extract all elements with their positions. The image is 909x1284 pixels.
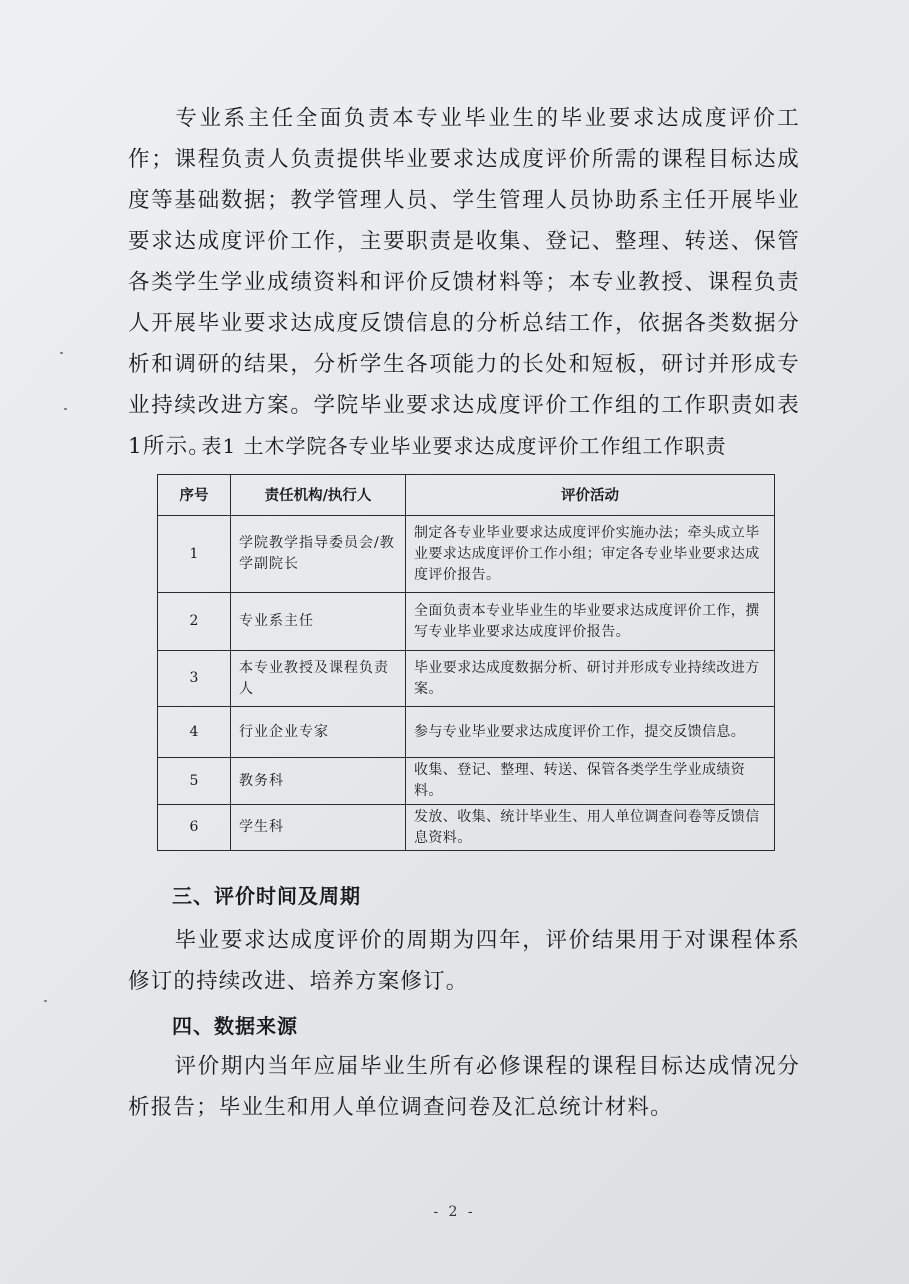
row-activity: 毕业要求达成度数据分析、研讨并形成专业持续改进方案。 — [406, 651, 775, 707]
row-no: 1 — [158, 516, 231, 593]
row-no: 3 — [158, 651, 231, 707]
intro-paragraph — [128, 98, 800, 467]
row-activity: 制定各专业毕业要求达成度评价实施办法；牵头成立毕业要求达成度评价工作小组；审定各专业毕业要求达成度评价报告。 — [406, 516, 775, 593]
row-org: 专业系主任 — [231, 593, 406, 651]
table-row — [158, 707, 775, 758]
section-heading-source: 四、数据来源 — [172, 1014, 298, 1038]
row-org: 学生科 — [231, 805, 406, 851]
table-row — [158, 805, 775, 851]
time-text: 毕业要求达成度评价的周期为四年，评价结果用于对课程体系修订的持续改进、培养方案修订。 — [128, 928, 800, 994]
table-row — [158, 593, 775, 651]
row-org: 教务科 — [231, 758, 406, 805]
source-text: 评价期内当年应届毕业生所有必修课程的课程目标达成情况分析报告；毕业生和用人单位调查问卷及汇总统计材料。 — [128, 1054, 800, 1120]
table-row — [158, 516, 775, 593]
header-org: 责任机构/执行人 — [231, 475, 406, 516]
header-activity: 评价活动 — [406, 475, 775, 516]
time-paragraph — [128, 920, 800, 1002]
section-heading-time: 三、评价时间及周期 — [172, 884, 361, 908]
row-no: 5 — [158, 758, 231, 805]
duty-table — [157, 474, 775, 851]
row-no: 4 — [158, 707, 231, 758]
scan-speck — [44, 1000, 47, 1002]
row-activity: 全面负责本专业毕业生的毕业要求达成度评价工作，撰写专业毕业要求达成度评价报告。 — [406, 593, 775, 651]
row-activity: 参与专业毕业要求达成度评价工作，提交反馈信息。 — [406, 707, 775, 758]
header-no: 序号 — [158, 475, 231, 516]
table-row — [158, 651, 775, 707]
row-activity: 发放、收集、统计毕业生、用人单位调查问卷等反馈信息资料。 — [406, 805, 775, 851]
source-paragraph — [128, 1046, 800, 1128]
row-activity: 收集、登记、整理、转送、保管各类学生学业成绩资料。 — [406, 758, 775, 805]
row-org: 本专业教授及课程负责人 — [231, 651, 406, 707]
row-no: 2 — [158, 593, 231, 651]
row-no: 6 — [158, 805, 231, 851]
table-caption: 表1 土木学院各专业毕业要求达成度评价工作组工作职责 — [201, 434, 727, 458]
row-org: 行业企业专家 — [231, 707, 406, 758]
scan-speck — [64, 408, 67, 410]
table-row — [158, 758, 775, 805]
scan-speck — [60, 352, 63, 354]
table-header-row — [158, 475, 775, 516]
page-number: - 2 - — [433, 1204, 476, 1220]
intro-text: 专业系主任全面负责本专业毕业生的毕业要求达成度评价工作；课程负责人负责提供毕业要求达成度评价所需的课程目标达成度等基础数据；教学管理人员、学生管理人员协助系主任开展毕业要求达成度评价工作，主要职责是收集、登记、整理、转送、保管各类学生学业成绩资料和评价反馈材料等；本专业教授、课程负责人开展毕业要求达成度反馈信息的分析总结工作，依据各类数据分析和调研的结果，分析学生各项能力的长处和短板，研讨并形成专业持续改进方案。学院毕业要求达成度评价工作组的工作职责如表1所示。 — [128, 106, 800, 459]
row-org: 学院教学指导委员会/教学副院长 — [231, 516, 406, 593]
